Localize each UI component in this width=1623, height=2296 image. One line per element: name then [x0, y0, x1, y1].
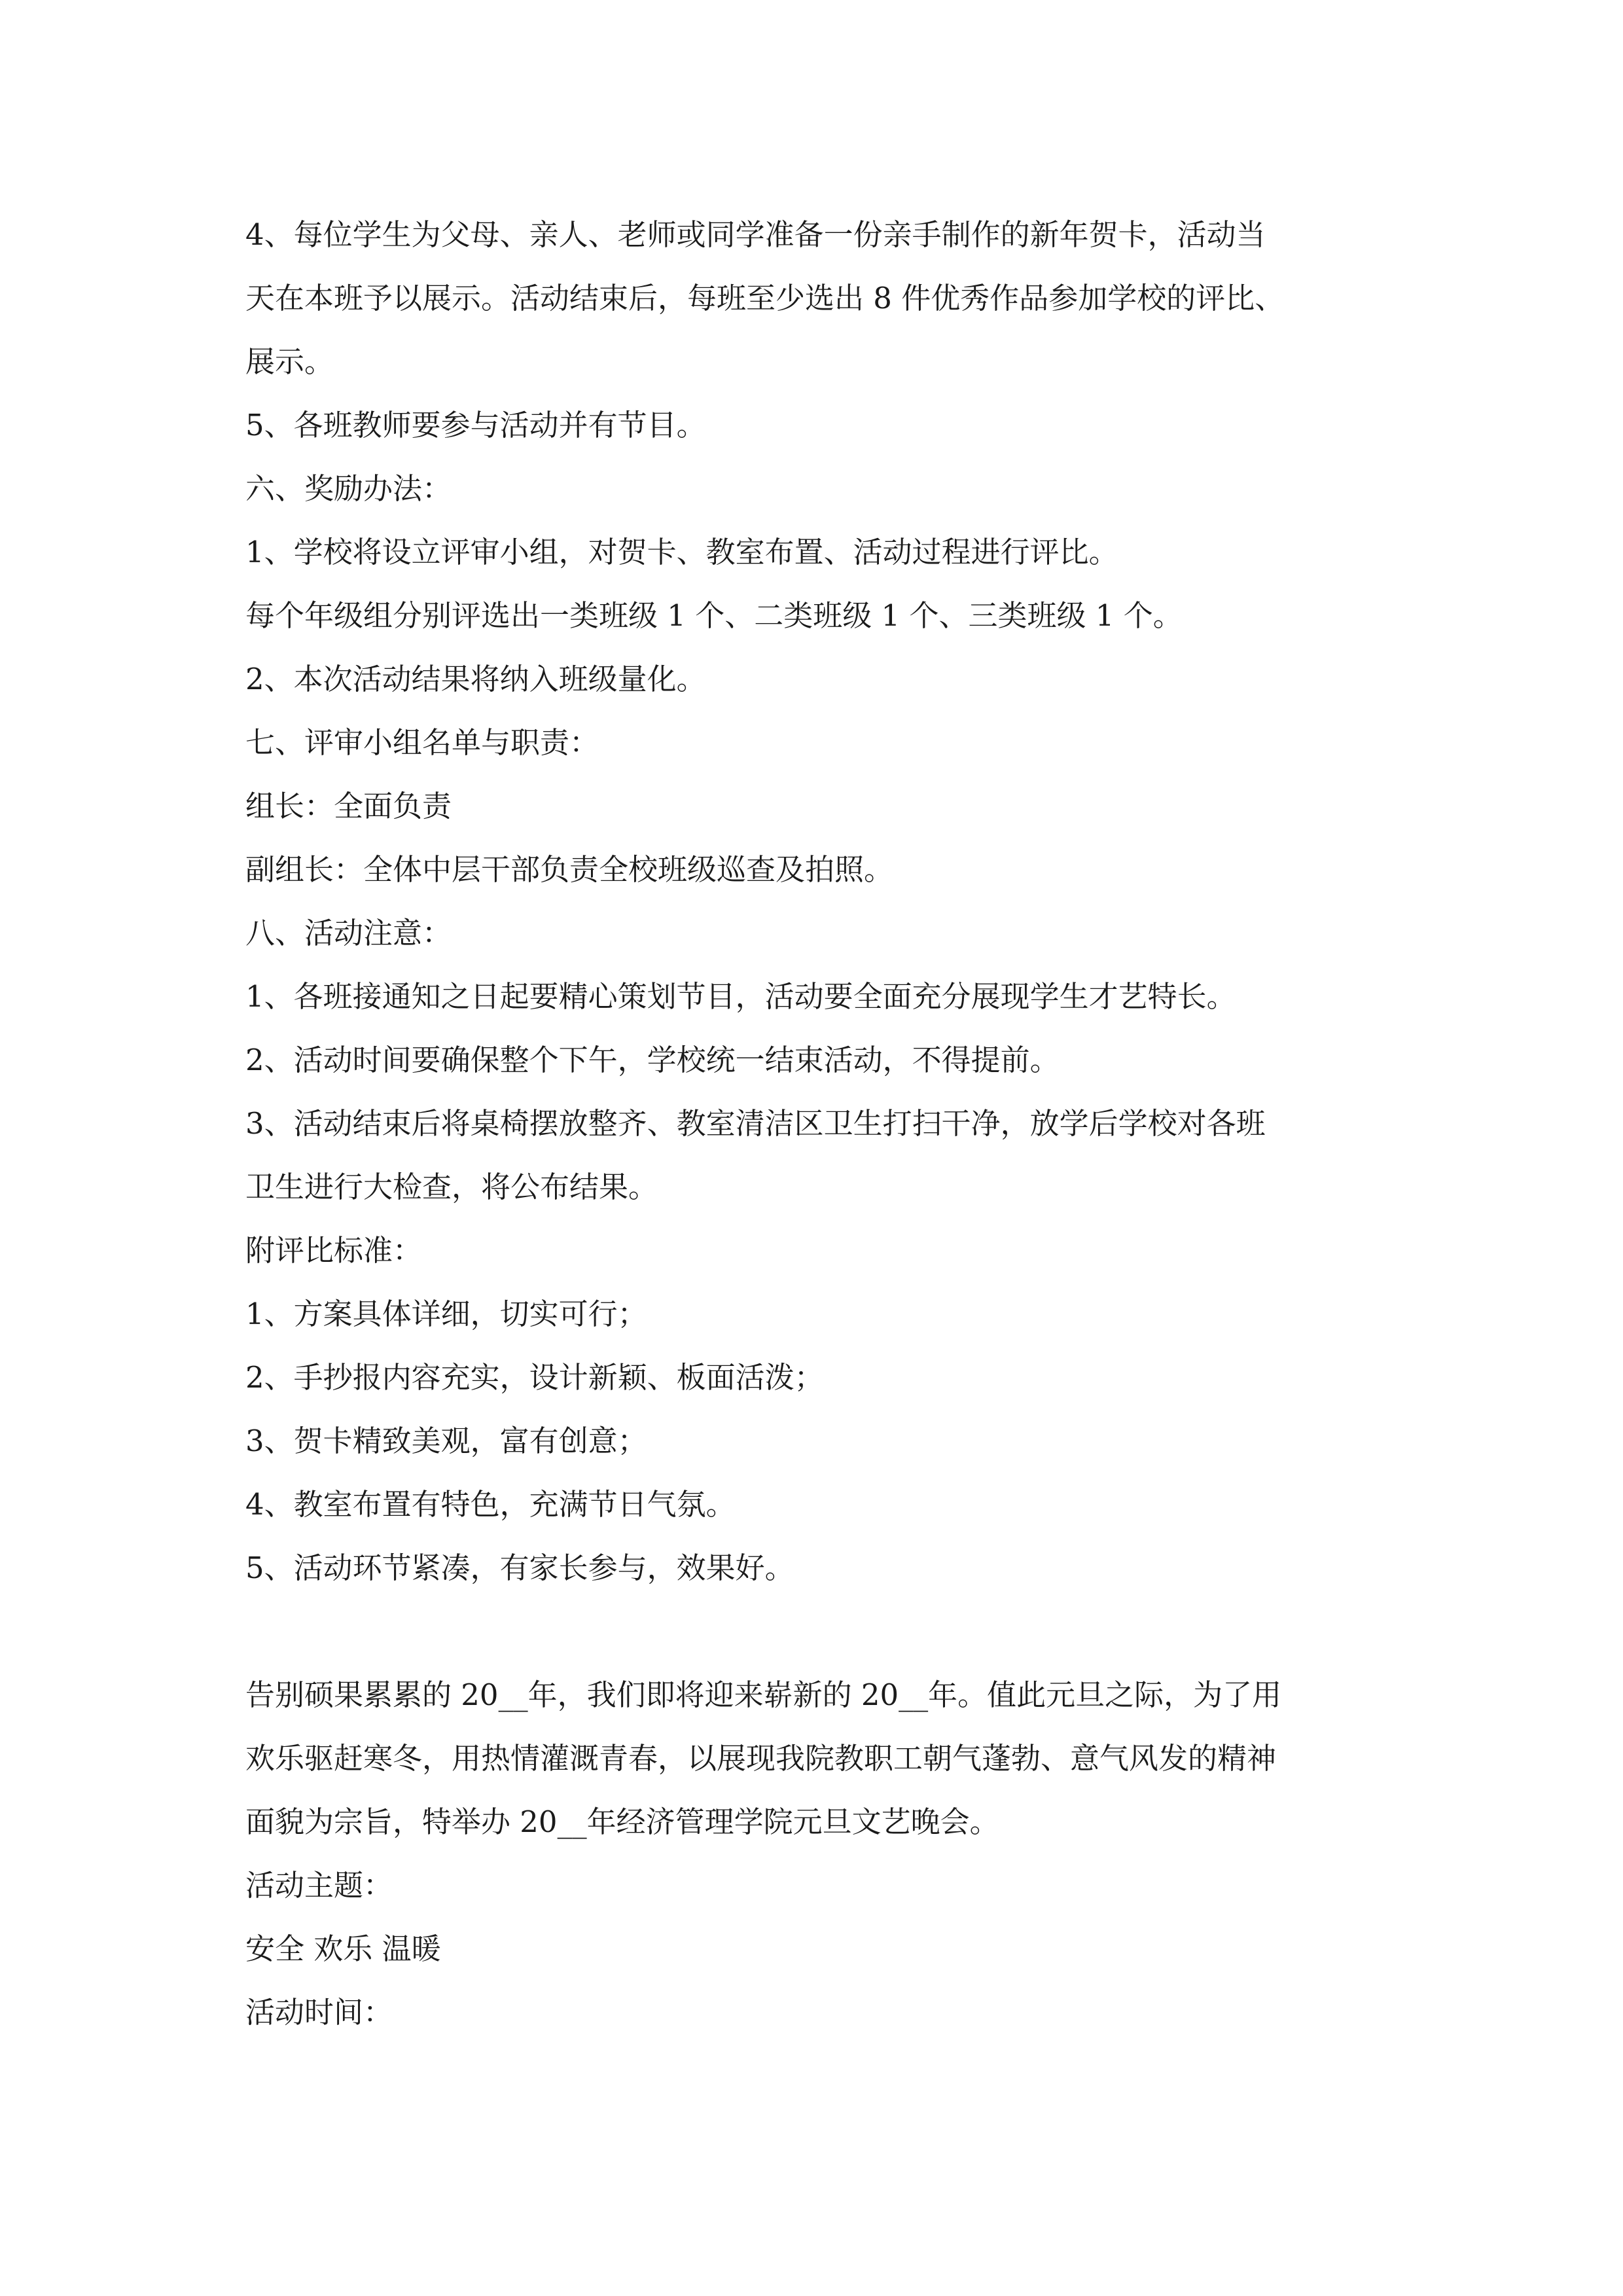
- text-line: 每个年级组分别评选出一类班级 1 个、二类班级 1 个、三类班级 1 个。: [245, 598, 1183, 633]
- text-line: 5、各班教师要参与活动并有节目。: [245, 408, 706, 442]
- text-line: 安全 欢乐 温暖: [245, 1931, 441, 1966]
- text-line: 5、活动环节紧凑，有家长参与，效果好。: [245, 1551, 794, 1585]
- text-line: 1、方案具体详细，切实可行；: [245, 1297, 647, 1331]
- text-line: 4、教室布置有特色，充满节日气氛。: [245, 1487, 736, 1522]
- text-line: 七、评审小组名单与职责：: [245, 725, 599, 760]
- text-line: 1、各班接通知之日起要精心策划节目，活动要全面充分展现学生才艺特长。: [245, 979, 1236, 1014]
- text-line: 欢乐驱赶寒冬，用热情灌溉青春，以展现我院教职工朝气蓬勃、意气风发的精神: [245, 1741, 1277, 1776]
- text-line: 副组长：全体中层干部负责全校班级巡查及拍照。: [245, 852, 894, 887]
- section-activity-rules: [245, 203, 1417, 1600]
- section-gap: [245, 1600, 1417, 1663]
- text-line: 面貌为宗旨，特举办 20__年经济管理学院元旦文艺晚会。: [245, 1804, 999, 1839]
- text-line: 2、手抄报内容充实，设计新颖、板面活泼；: [245, 1360, 824, 1395]
- text-line: 告别硕果累累的 20__年，我们即将迎来崭新的 20__年。值此元旦之际，为了用: [245, 1677, 1282, 1712]
- section-new-year-gala: [245, 1663, 1417, 2044]
- text-line: 天在本班予以展示。活动结束后，每班至少选出 8 件优秀作品参加学校的评比、: [245, 281, 1285, 315]
- text-line: 1、学校将设立评审小组，对贺卡、教室布置、活动过程进行评比。: [245, 535, 1118, 569]
- text-line: 活动时间：: [245, 1995, 393, 2030]
- text-line: 展示。: [245, 344, 334, 379]
- text-line: 3、贺卡精致美观，富有创意；: [245, 1424, 647, 1458]
- text-line: 4、每位学生为父母、亲人、老师或同学准备一份亲手制作的新年贺卡，活动当: [245, 217, 1266, 252]
- text-line: 卫生进行大检查，将公布结果。: [245, 1170, 658, 1204]
- text-line: 2、活动时间要确保整个下午，学校统一结束活动，不得提前。: [245, 1043, 1060, 1077]
- text-line: 2、本次活动结果将纳入班级量化。: [245, 662, 706, 696]
- text-line: 八、活动注意：: [245, 916, 452, 950]
- document-body: [245, 203, 1417, 2044]
- text-line: 活动主题：: [245, 1868, 393, 1903]
- text-line: 组长：全面负责: [245, 789, 452, 823]
- text-line: 六、奖励办法：: [245, 471, 452, 506]
- text-line: 3、活动结束后将桌椅摆放整齐、教室清洁区卫生打扫干净，放学后学校对各班: [245, 1106, 1266, 1141]
- text-line: 附评比标准：: [245, 1233, 423, 1268]
